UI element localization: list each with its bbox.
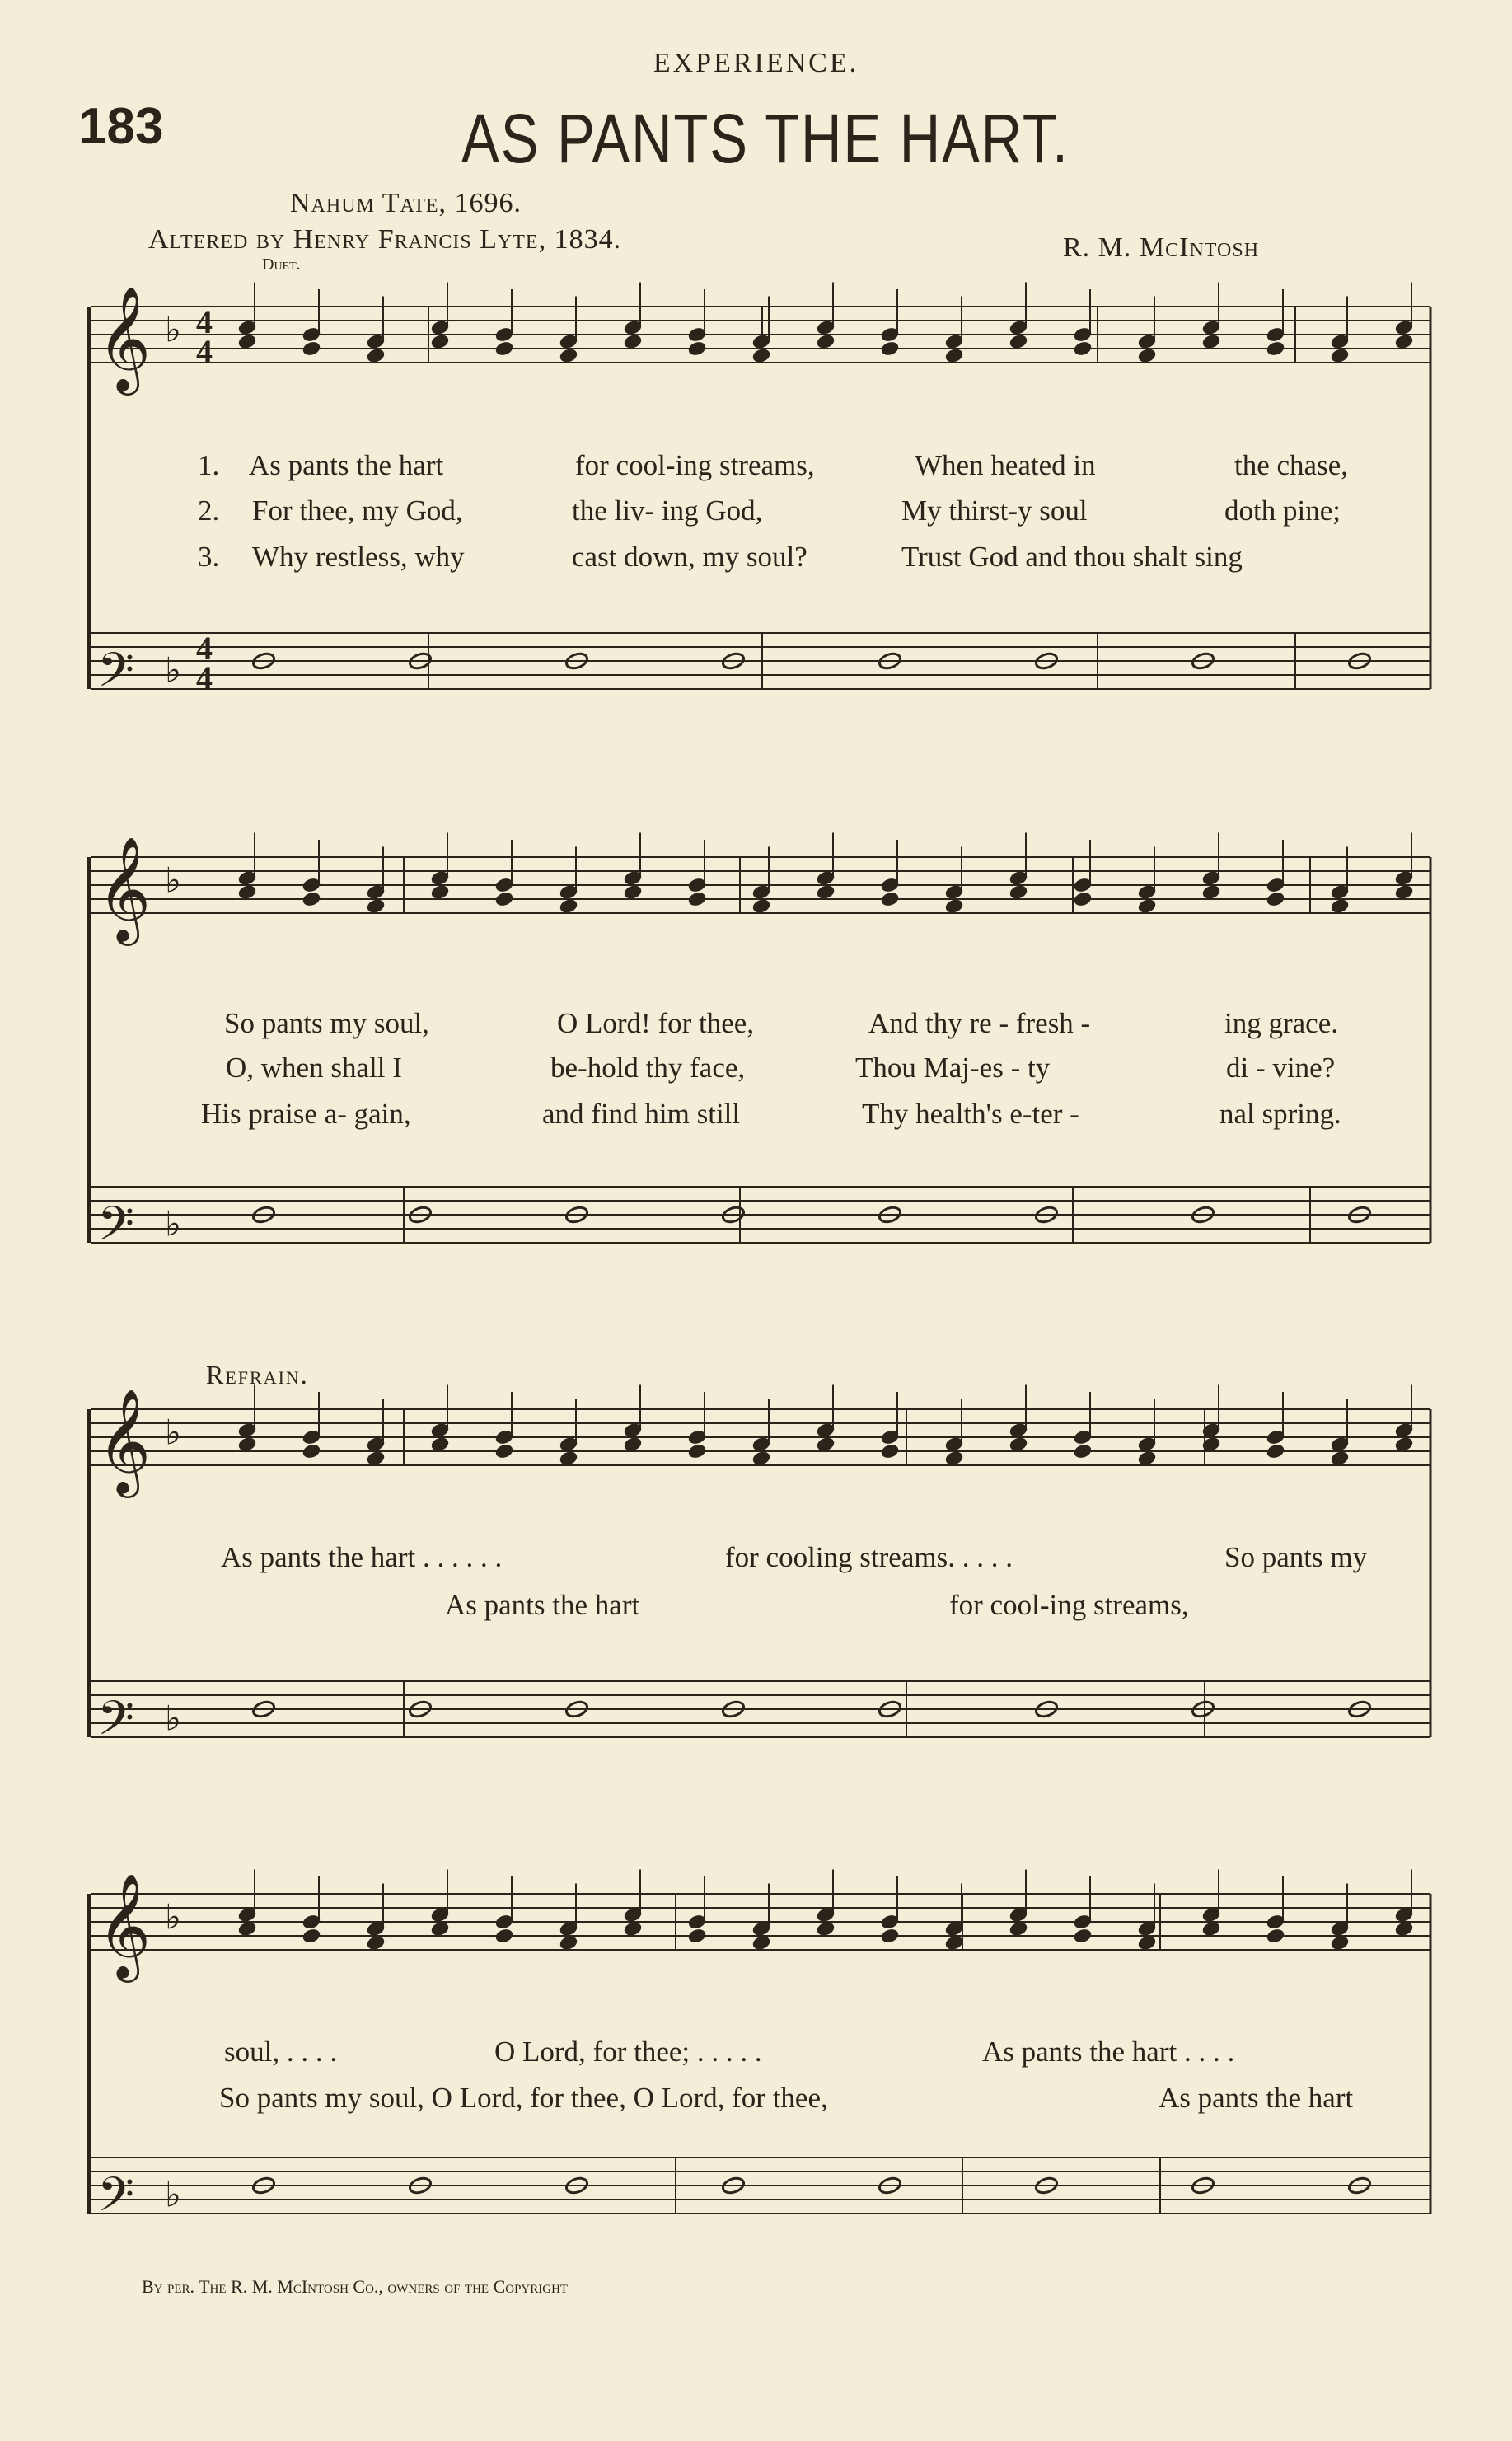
note-head xyxy=(237,884,257,901)
note-head xyxy=(302,1443,321,1459)
lyric-phrase: soul, . . . . xyxy=(224,2036,338,2068)
alteration-credit: Altered by Henry Francis Lyte, 1834. xyxy=(148,224,622,255)
note-head xyxy=(237,1436,257,1453)
refrain-label: Refrain. xyxy=(206,1360,309,1389)
verse-number: 3. xyxy=(198,541,220,573)
note-head xyxy=(559,1450,578,1467)
lyric-phrase: As pants the hart xyxy=(249,449,444,481)
time-signature-top: 4 xyxy=(196,630,213,667)
flat-icon: ♭ xyxy=(165,1412,181,1453)
time-signature-bottom: 4 xyxy=(196,333,213,370)
lyric-phrase: di - vine? xyxy=(1226,1052,1336,1084)
note-head xyxy=(1073,1443,1093,1459)
note-head xyxy=(880,1443,900,1459)
flat-icon: ♭ xyxy=(165,1203,181,1244)
hymn-title: AS PANTS THE HART. xyxy=(461,100,1070,177)
note-head xyxy=(623,1436,643,1453)
note-head xyxy=(1137,1450,1157,1467)
lyric-phrase: For thee, my God, xyxy=(252,494,463,527)
note-head xyxy=(1201,884,1221,901)
lyric-phrase: the liv- ing God, xyxy=(572,494,763,527)
note-head xyxy=(1266,1928,1285,1944)
note-head xyxy=(687,1443,707,1459)
note-head xyxy=(687,891,707,907)
note-head xyxy=(751,1450,771,1467)
note-head xyxy=(623,1921,643,1937)
note-head xyxy=(430,1436,450,1453)
note-head xyxy=(1330,1935,1350,1951)
note-head xyxy=(366,1450,386,1467)
lyric-phrase: As pants the hart . . . . xyxy=(982,2036,1235,2068)
note-head xyxy=(944,898,964,915)
lyric-phrase: doth pine; xyxy=(1224,494,1341,527)
note-head xyxy=(816,1436,836,1453)
lyric-phrase: So pants my xyxy=(1224,1541,1368,1573)
note-head xyxy=(1330,348,1350,364)
lyric-phrase: be-hold thy face, xyxy=(550,1052,746,1084)
time-signature-top: 4 xyxy=(196,303,213,340)
treble-clef-icon: 𝄞 xyxy=(97,1388,152,1493)
lyric-phrase: O, when shall I xyxy=(226,1052,402,1084)
note-head xyxy=(1266,1443,1285,1459)
note-head xyxy=(751,898,771,915)
lyric-phrase: for cooling streams. . . . . xyxy=(725,1541,1013,1573)
bass-clef-icon: 𝄢 xyxy=(97,1196,135,1263)
note-head xyxy=(1330,1450,1350,1467)
note-head xyxy=(302,340,321,357)
verse-number: 2. xyxy=(198,494,220,527)
lyric-phrase: ing grace. xyxy=(1224,1007,1338,1039)
note-head xyxy=(559,348,578,364)
lyric-phrase: nal spring. xyxy=(1219,1098,1341,1130)
lyric-phrase: for cool-ing streams, xyxy=(575,449,815,481)
lyric-phrase: His praise a- gain, xyxy=(201,1098,411,1130)
note-head xyxy=(1266,891,1285,907)
note-head xyxy=(1394,334,1414,350)
flat-icon: ♭ xyxy=(165,309,181,350)
lyric-phrase: O Lord! for thee, xyxy=(557,1007,755,1039)
treble-clef-icon: 𝄞 xyxy=(97,285,152,391)
section-label: EXPERIENCE. xyxy=(653,48,859,78)
note-head xyxy=(623,334,643,350)
note-head xyxy=(494,1443,514,1459)
flat-icon: ♭ xyxy=(165,649,181,691)
lyric-phrase: Why restless, why xyxy=(252,541,465,573)
note-head xyxy=(944,348,964,364)
note-head xyxy=(494,891,514,907)
note-head xyxy=(880,891,900,907)
lyric-phrase: and find him still xyxy=(542,1098,741,1130)
note-head xyxy=(237,334,257,350)
flat-icon: ♭ xyxy=(165,2174,181,2215)
note-head xyxy=(1201,334,1221,350)
lyric-phrase: So pants my soul, O Lord, for thee, O Lord, for thee, xyxy=(219,2082,828,2114)
note-head xyxy=(494,1928,514,1944)
bass-staff xyxy=(91,1681,1430,1758)
note-head xyxy=(1137,1935,1157,1951)
note-head xyxy=(944,1450,964,1467)
lyric-phrase: Thy health's e-ter - xyxy=(862,1098,1079,1130)
lyric-phrase: My thirst-y soul xyxy=(901,494,1088,527)
note-head xyxy=(366,1935,386,1951)
note-head xyxy=(237,1921,257,1937)
flat-icon: ♭ xyxy=(165,1698,181,1739)
note-head xyxy=(302,1928,321,1944)
bass-staff xyxy=(91,2158,1430,2234)
note-head xyxy=(1137,348,1157,364)
note-head xyxy=(687,340,707,357)
note-head xyxy=(816,334,836,350)
note-head xyxy=(1009,1436,1028,1453)
lyric-phrase: O Lord, for thee; . . . . . xyxy=(494,2036,762,2068)
author-credit: Nahum Tate, 1696. xyxy=(290,188,522,218)
note-head xyxy=(687,1928,707,1944)
flat-icon: ♭ xyxy=(165,1896,181,1937)
note-head xyxy=(494,340,514,357)
lyric-phrase: cast down, my soul? xyxy=(572,541,807,573)
note-head xyxy=(1201,1921,1221,1937)
bass-clef-icon: 𝄢 xyxy=(97,642,135,710)
note-head xyxy=(1009,884,1028,901)
lyric-phrase: Trust God and thou shalt sing xyxy=(901,541,1243,573)
note-head xyxy=(366,898,386,915)
treble-clef-icon: 𝄞 xyxy=(97,1872,152,1978)
treble-clef-icon: 𝄞 xyxy=(97,836,152,941)
hymn-number: 183 xyxy=(78,98,164,155)
note-head xyxy=(751,348,771,364)
note-head xyxy=(366,348,386,364)
lyric-phrase: As pants the hart xyxy=(445,1589,640,1621)
note-head xyxy=(1394,884,1414,901)
note-head xyxy=(623,884,643,901)
note-head xyxy=(430,1921,450,1937)
note-head xyxy=(559,1935,578,1951)
copyright-footer: By per. The R. M. McIntosh Co., owners of the Copyright xyxy=(142,2276,569,2297)
note-head xyxy=(1266,340,1285,357)
note-head xyxy=(880,1928,900,1944)
note-head xyxy=(1330,898,1350,915)
note-head xyxy=(559,898,578,915)
duet-label: Duet. xyxy=(262,255,301,274)
note-head xyxy=(816,1921,836,1937)
note-head xyxy=(302,891,321,907)
lyric-phrase: As pants the hart . . . . . . xyxy=(221,1541,503,1573)
note-head xyxy=(1394,1921,1414,1937)
note-head xyxy=(1009,334,1028,350)
note-head xyxy=(1073,340,1093,357)
lyric-phrase: So pants my soul, xyxy=(224,1007,429,1039)
note-head xyxy=(880,340,900,357)
bass-staff xyxy=(91,1187,1430,1263)
note-head xyxy=(1073,1928,1093,1944)
bass-clef-icon: 𝄢 xyxy=(97,2167,135,2234)
flat-icon: ♭ xyxy=(165,860,181,901)
lyric-phrase: When heated in xyxy=(915,449,1096,481)
note-head xyxy=(1073,891,1093,907)
note-head xyxy=(1137,898,1157,915)
composer-credit: R. M. McIntosh xyxy=(1063,232,1260,263)
note-head xyxy=(430,334,450,350)
verse-number: 1. xyxy=(198,449,220,481)
time-signature-bottom: 4 xyxy=(196,659,213,696)
note-head xyxy=(1394,1436,1414,1453)
note-head xyxy=(944,1935,964,1951)
lyric-phrase: Thou Maj-es - ty xyxy=(855,1052,1051,1084)
lyric-phrase: the chase, xyxy=(1234,449,1348,481)
bass-staff xyxy=(91,630,1430,710)
note-head xyxy=(1009,1921,1028,1937)
note-head xyxy=(751,1935,771,1951)
note-head xyxy=(816,884,836,901)
lyric-phrase: And thy re - fresh - xyxy=(868,1007,1091,1039)
bass-clef-icon: 𝄢 xyxy=(97,1690,135,1758)
lyric-phrase: for cool-ing streams, xyxy=(949,1589,1189,1621)
note-head xyxy=(430,884,450,901)
lyric-phrase: As pants the hart xyxy=(1159,2082,1354,2114)
